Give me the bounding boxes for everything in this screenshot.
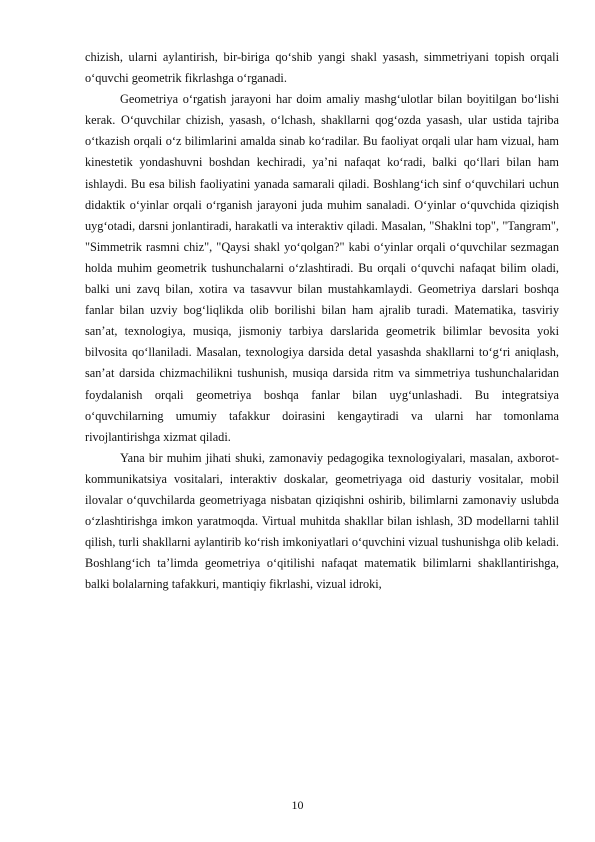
paragraph-3: Yana bir muhim jihati shuki, zamonaviy pedagogika texnologiyalari, masalan, axborot-kommunikatsiya vositalari, interaktiv doskalar, geometriyaga oid dasturiy vositalar, mobil ilovalar o‘quvchilarda geometriyaga nisbatan qiziqishni oshirib, bilimlarni zamonaviy uslubda o‘zlashtirishga imkon yaratmoqda. Virtual muhitda shakllar bilan ishlash, 3D modellarni tahlil qilish, turli shakllarni aylantirib ko‘rish imkoniyatlari o‘quvchini vizual tushunishga olib keladi. Boshlang‘ich ta’limda geometriya o‘qitilishi nafaqat matematik bilimlarni shakllantirishga, balki bolalarning tafakkuri, mantiqiy fikrlashi, vizual idroki, (85, 450, 559, 592)
paragraph-1: chizish, ularni aylantirish, bir-biriga qo‘shib yangi shakl yasash, simmetriyani topish orqali o‘quvchi geometrik fikrlashga o‘rganadi. (85, 50, 559, 86)
paragraph-2: Geometriya o‘rgatish jarayoni har doim amaliy mashg‘ulotlar bilan boyitilgan bo‘lishi kerak. O‘quvchilar chizish, yasash, o‘lchash, shakllarni qog‘ozda yasash, ular ustida tajriba o‘tkazish orqali o‘z bilimlarini amalda sinab ko‘radilar. Bu faoliyat orqali ular ham vizual, ham kinestetik yondashuvni boshdan kechiradi, ya’ni nafaqat ko‘radi, balki qo‘llari bilan ham ishlaydi. Bu esa bilish faoliyatini yanada samarali qiladi. Boshlang‘ich sinf o‘quvchilari uchun didaktik o‘yinlar orqali o‘rganish jarayoni juda muhim sanaladi. O‘yinlar o‘quvchida qiziqish uyg‘otadi, darsni jonlantiradi, harakatli va interaktiv qiladi. Masalan, "Shaklni top", "Tangram", "Simmetrik rasmni chiz", "Qaysi shakl yo‘qolgan?" kabi o‘yinlar orqali o‘quvchilar sezmagan holda muhim geometrik tushunchalarni o‘zlashtiradi. Bu orqali o‘quvchi nafaqat bilim oladi, balki uni zavq bilan, xotira va tasavvur bilan mustahkamlaydi. Geometriya darslari boshqa fanlar bilan uzviy bog‘liqlikda olib borilishi bilan ham ajralib turadi. Matematika, tasviriy san’at, texnologiya, musiqa, jismoniy tarbiya darslarida geometrik bilimlar bevosita yoki bilvosita qo‘llaniladi. Masalan, texnologiya darsida detal yasashda shakllarni to‘g‘ri aniqlash, san’at darsida chizmachilikni tushunish, musiqa darsida ritm va simmetriya tushunchalaridan foydalanish orqali geometriya boshqa fanlar bilan uyg‘unlashadi. Bu integratsiya o‘quvchilarning umumiy tafakkur doirasini kengaytiradi va ularni har tomonlama rivojlantirishga xizmat qiladi. (85, 92, 559, 444)
body-text (85, 47, 559, 595)
page-number: 10 (291, 798, 304, 812)
